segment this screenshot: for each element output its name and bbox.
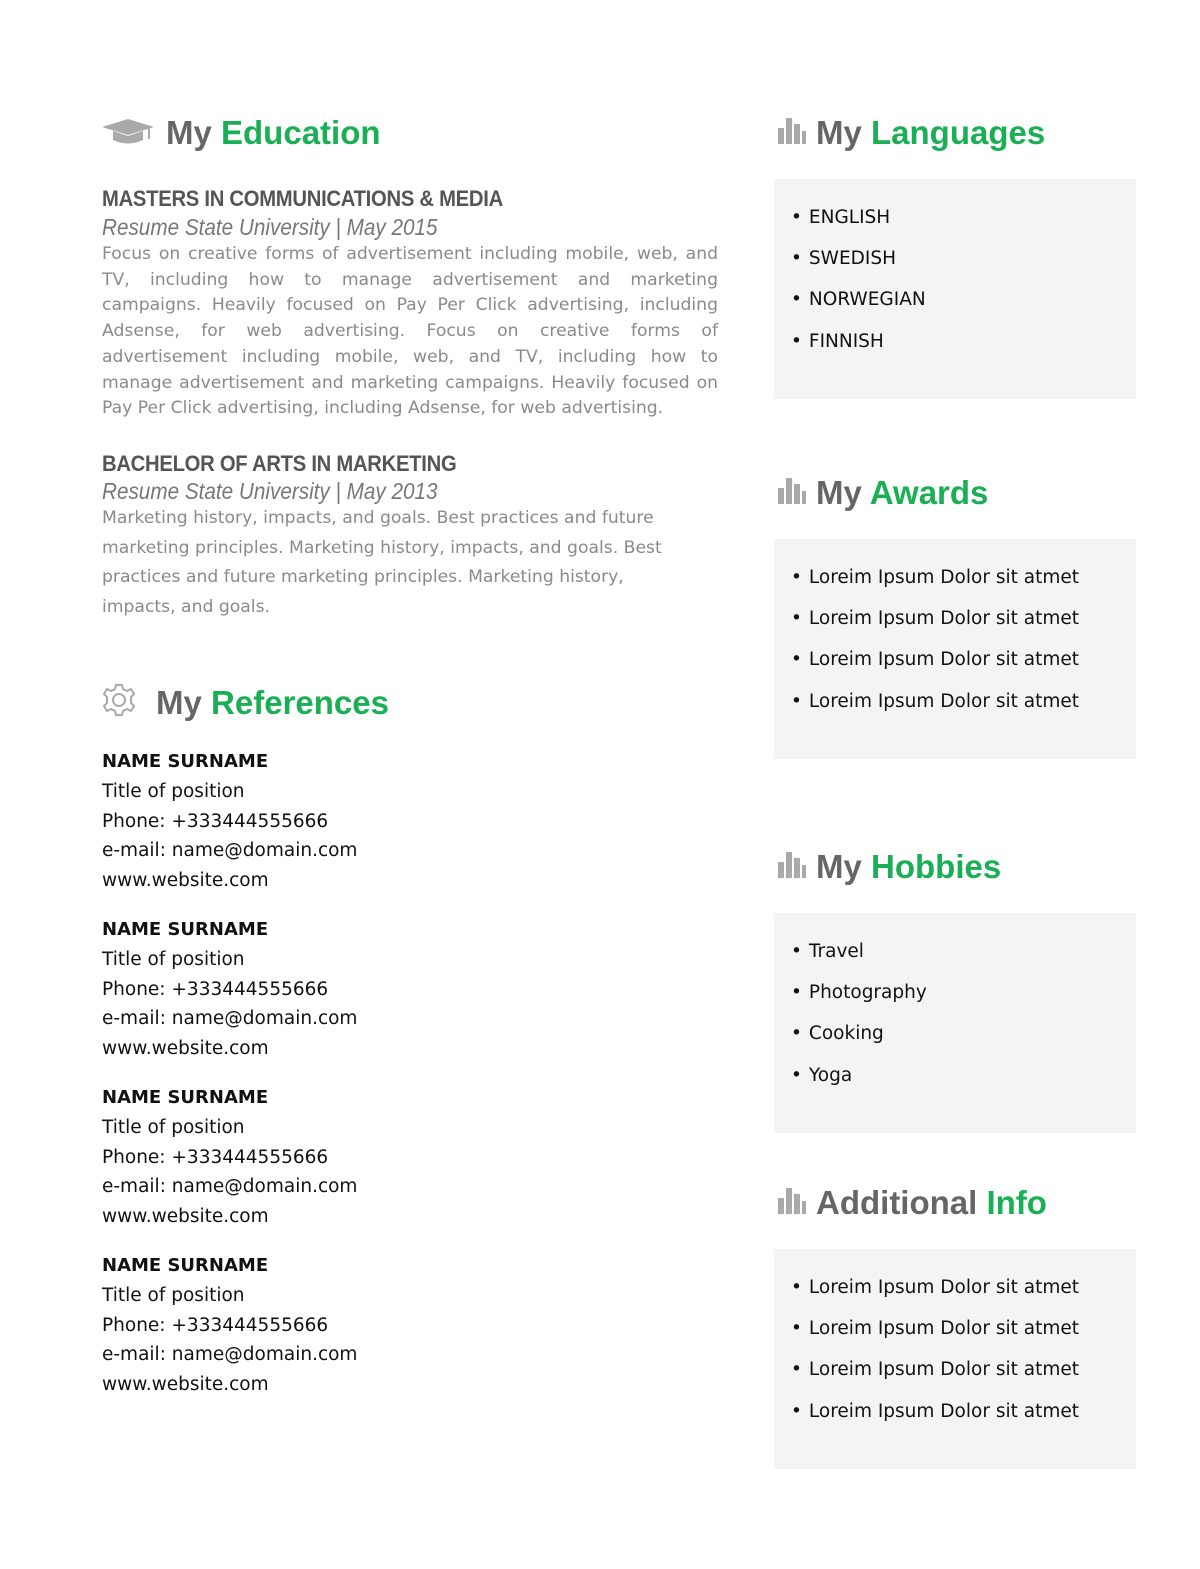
list-item: • Loreim Ipsum Dolor sit atmet — [791, 1276, 1079, 1317]
bar-chart-icon — [778, 1188, 806, 1219]
reference-phone: Phone: +333444555666 — [102, 978, 329, 1000]
education-description: Marketing history, impacts, and goals. Best practices and future marketing principles. Marketing history, impacts, and goals. Best practices and future marketing principles. Marketing history, impacts, and goals. — [102, 508, 662, 618]
additional-info-box — [774, 1249, 1136, 1469]
list-item: • Loreim Ipsum Dolor sit atmet — [791, 648, 1079, 689]
list-item: • Loreim Ipsum Dolor sit atmet — [791, 607, 1079, 648]
reference-phone: Phone: +333444555666 — [102, 1146, 329, 1168]
reference-phone: Phone: +333444555666 — [102, 810, 329, 832]
reference-name: NAME SURNAME — [102, 751, 269, 772]
additional-info-heading — [778, 1184, 1047, 1222]
languages-list — [791, 206, 926, 371]
list-item: • Loreim Ipsum Dolor sit atmet — [791, 1358, 1079, 1399]
list-item: • Loreim Ipsum Dolor sit atmet — [791, 1317, 1079, 1358]
reference-email: e-mail: name@domain.com — [102, 1344, 358, 1366]
hobbies-box — [774, 913, 1136, 1133]
reference-entry — [102, 1251, 357, 1400]
languages-title: My Languages — [816, 114, 1046, 151]
list-item: • ENGLISH — [791, 206, 926, 247]
list-item: • Loreim Ipsum Dolor sit atmet — [791, 1400, 1079, 1441]
hobbies-title: My Hobbies — [816, 848, 1002, 885]
reference-email: e-mail: name@domain.com — [102, 1008, 358, 1030]
reference-email: e-mail: name@domain.com — [102, 840, 358, 862]
awards-title: My Awards — [816, 474, 989, 511]
languages-box — [774, 179, 1136, 399]
awards-list — [791, 566, 1079, 731]
education-title: My Education — [166, 114, 381, 151]
languages-heading — [778, 114, 1045, 152]
list-item: • NORWEGIAN — [791, 288, 926, 329]
hobbies-list — [791, 940, 927, 1105]
references-heading — [102, 683, 389, 722]
list-item: • Yoga — [791, 1064, 927, 1105]
reference-phone: Phone: +333444555666 — [102, 1314, 329, 1336]
list-item: • Travel — [791, 940, 927, 981]
reference-title: Title of position — [102, 1116, 245, 1138]
list-item: • FINNISH — [791, 330, 926, 371]
education-school: Resume State University | May 2015 — [102, 214, 438, 240]
reference-website: www.website.com — [102, 1206, 269, 1228]
education-description: Focus on creative forms of advertisement including mobile, web, and TV, including how to manage advertisement and marketing campaigns. Heavily focused on Pay Per Click advertising, including Adsense, for web advertising. Focus on creative forms of advertisement including mobile, web, and TV, including how to manage advertisement and marketing campaigns. Heavily focused on Pay Per Click advertising, including Adsense, for web advertising. — [102, 244, 718, 419]
list-item: • SWEDISH — [791, 247, 926, 288]
education-school: Resume State University | May 2013 — [102, 478, 438, 504]
additional-info-list — [791, 1276, 1079, 1441]
reference-title: Title of position — [102, 780, 245, 802]
reference-website: www.website.com — [102, 870, 269, 892]
education-heading — [102, 114, 381, 152]
references-title: My References — [156, 683, 389, 721]
reference-entry — [102, 915, 357, 1064]
education-degree: BACHELOR OF ARTS IN MARKETING — [102, 451, 457, 476]
graduation-cap-icon — [102, 116, 154, 151]
gear-icon — [102, 683, 136, 722]
reference-title: Title of position — [102, 948, 245, 970]
bar-chart-icon — [778, 478, 806, 509]
reference-entry — [102, 747, 357, 896]
list-item: • Cooking — [791, 1022, 927, 1063]
additional-info-title: Additional Info — [816, 1184, 1047, 1221]
reference-website: www.website.com — [102, 1038, 269, 1060]
hobbies-heading — [778, 848, 1001, 886]
reference-email: e-mail: name@domain.com — [102, 1176, 358, 1198]
list-item: • Photography — [791, 981, 927, 1022]
list-item: • Loreim Ipsum Dolor sit atmet — [791, 690, 1079, 731]
education-degree: MASTERS IN COMMUNICATIONS & MEDIA — [102, 186, 503, 211]
awards-box — [774, 539, 1136, 759]
reference-title: Title of position — [102, 1284, 245, 1306]
list-item: • Loreim Ipsum Dolor sit atmet — [791, 566, 1079, 607]
reference-entry — [102, 1083, 357, 1232]
reference-name: NAME SURNAME — [102, 1087, 269, 1108]
bar-chart-icon — [778, 118, 806, 149]
reference-website: www.website.com — [102, 1374, 269, 1396]
reference-name: NAME SURNAME — [102, 919, 269, 940]
reference-name: NAME SURNAME — [102, 1255, 269, 1276]
awards-heading — [778, 474, 988, 512]
bar-chart-icon — [778, 852, 806, 883]
